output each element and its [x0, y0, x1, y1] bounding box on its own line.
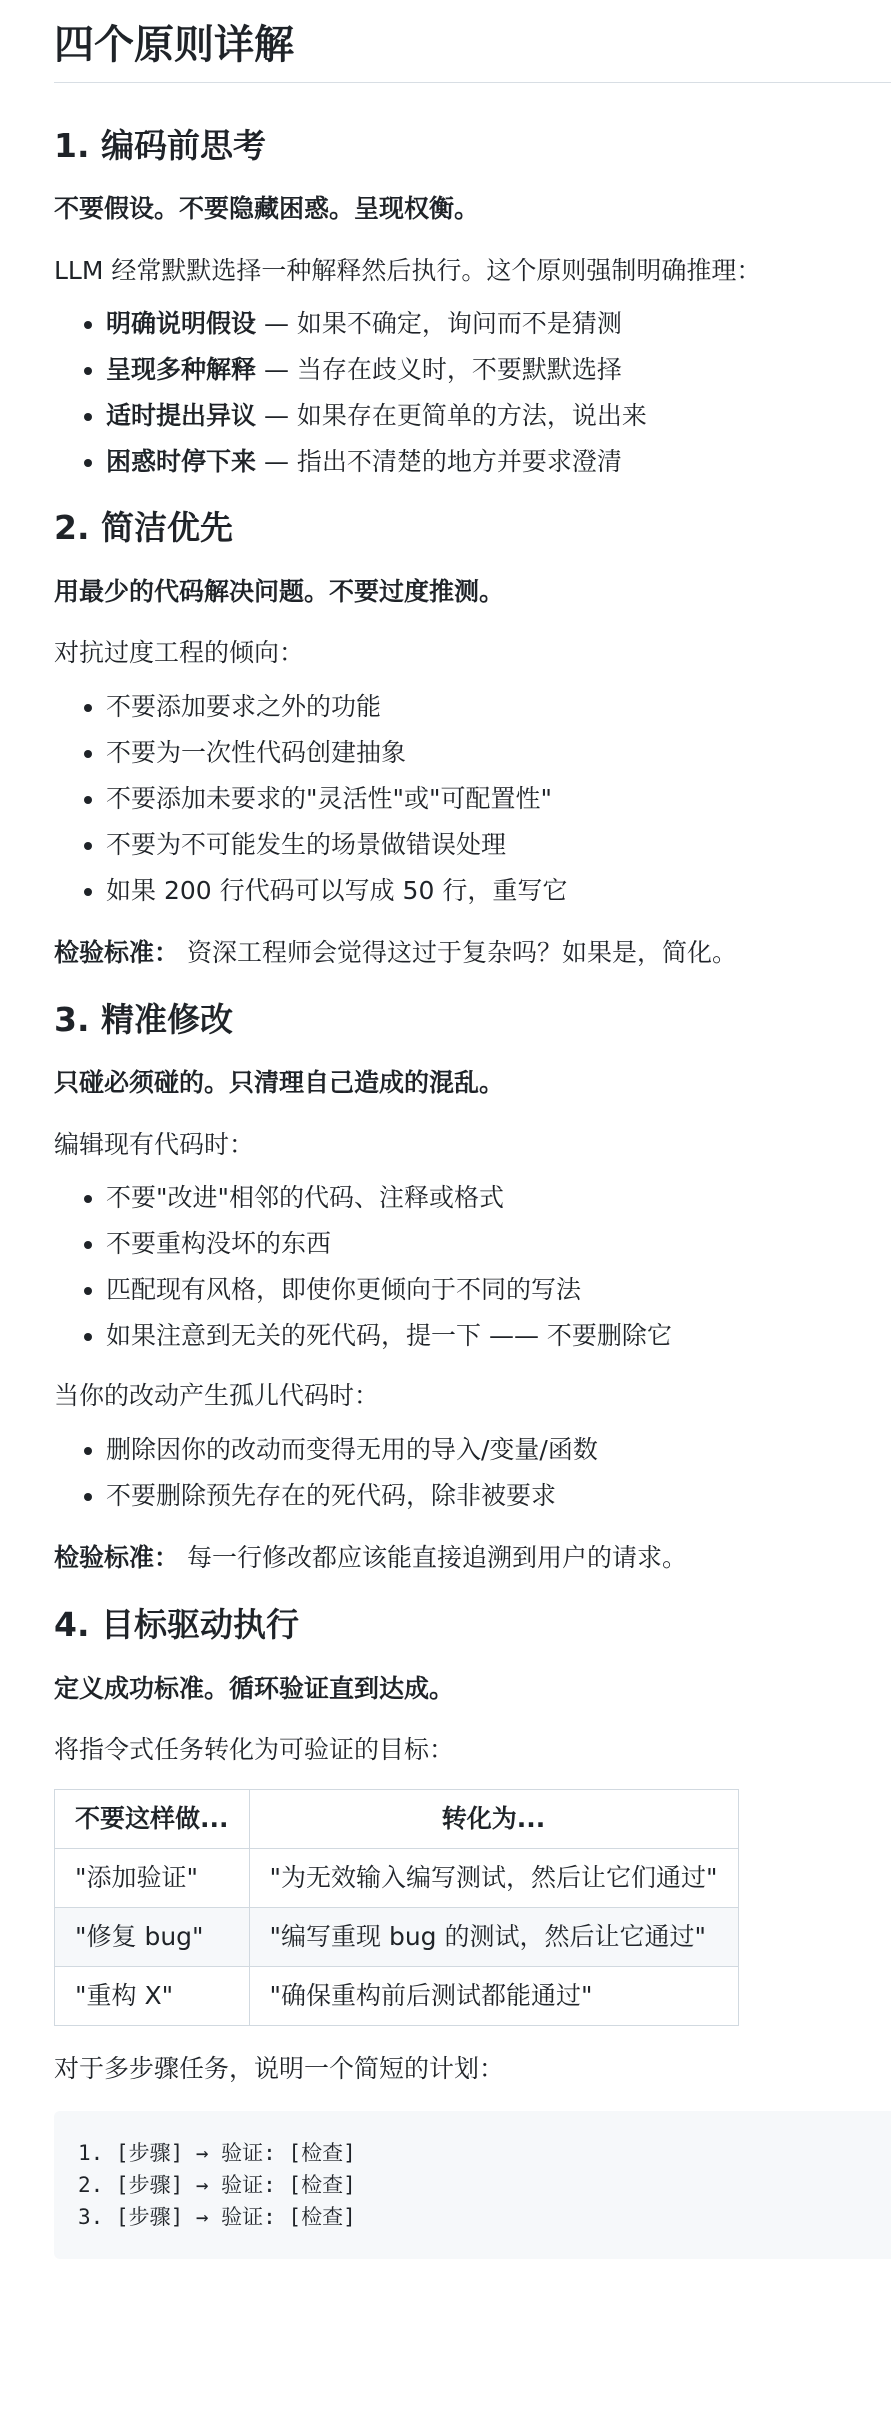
section-2-check: 检验标准： 资深工程师会觉得这过于复杂吗？如果是，简化。 [54, 937, 737, 967]
section-1-heading: 1. 编码前思考 [54, 126, 266, 165]
section-2-list [54, 684, 891, 914]
table-row [55, 1966, 739, 2025]
list-item: • 呈现多种解释 — 当存在歧义时，不要默默选择 [106, 347, 891, 393]
conversion-table [54, 1789, 739, 2026]
section-3-list [54, 1175, 891, 1359]
section-2-intro: 对抗过度工程的倾向： [54, 638, 305, 667]
section-2-lead: 用最少的代码解决问题。不要过度推测。 [54, 576, 505, 606]
table-header-cell: 转化为... [249, 1789, 738, 1848]
list-item: • 适时提出异议 — 如果存在更简单的方法，说出来 [106, 393, 891, 439]
markdown-body [54, 0, 891, 2259]
list-item: • 不要添加未要求的"灵活性"或"可配置性" [106, 776, 891, 822]
list-item: • 明确说明假设 — 如果不确定，询问而不是猜测 [106, 301, 891, 347]
table-header-cell: 不要这样做... [55, 1789, 250, 1848]
section-3-intro: 编辑现有代码时： [54, 1129, 255, 1159]
section-3-heading: 3. 精准修改 [54, 1000, 233, 1039]
section-1-lead: 不要假设。不要隐藏困惑。呈现权衡。 [54, 194, 480, 224]
list-item: • 不要重构没坏的东西 [106, 1221, 891, 1267]
list-item: • 如果注意到无关的死代码，提一下 —— 不要删除它 [106, 1313, 891, 1359]
table-cell: "添加验证" [55, 1848, 250, 1907]
section-4-intro: 将指令式任务转化为可验证的目标： [54, 1735, 455, 1764]
list-item: • 删除因你的改动而变得无用的导入/变量/函数 [106, 1427, 891, 1473]
list-item: • 不要为不可能发生的场景做错误处理 [106, 822, 891, 868]
section-3-list-2 [54, 1427, 891, 1519]
list-item: • 如果 200 行代码可以写成 50 行，重写它 [106, 868, 891, 914]
table-cell: "编写重现 bug 的测试，然后让它通过" [249, 1907, 738, 1966]
section-4-lead: 定义成功标准。循环验证直到达成。 [54, 1673, 455, 1703]
list-item: • 不要添加要求之外的功能 [106, 684, 891, 730]
section-3-lead: 只碰必须碰的。只清理自己造成的混乱。 [54, 1068, 505, 1098]
list-item: • 困惑时停下来 — 指出不清楚的地方并要求澄清 [106, 439, 891, 485]
table-row [55, 1848, 739, 1907]
code-line: 1. [步骤] → 验证: [检查] [78, 2141, 356, 2165]
list-item: • 不要"改进"相邻的代码、注释或格式 [106, 1175, 891, 1221]
table-row [55, 1907, 739, 1966]
section-3-check: 检验标准： 每一行修改都应该能直接追溯到用户的请求。 [54, 1542, 687, 1572]
list-item: • 不要删除预先存在的死代码，除非被要求 [106, 1473, 891, 1519]
table-cell: "为无效输入编写测试，然后让它们通过" [249, 1848, 738, 1907]
section-1-intro: LLM 经常默默选择一种解释然后执行。这个原则强制明确推理： [54, 255, 762, 285]
section-4-intro-2: 对于多步骤任务，说明一个简短的计划： [54, 2053, 505, 2083]
section-2-heading: 2. 简洁优先 [54, 508, 233, 548]
table-cell: "重构 X" [55, 1966, 250, 2025]
table-header-row [55, 1789, 739, 1848]
table-cell: "修复 bug" [55, 1907, 250, 1966]
list-item: • 不要为一次性代码创建抽象 [106, 730, 891, 776]
table-cell: "确保重构前后测试都能通过" [249, 1966, 738, 2025]
plan-code-block [54, 2111, 891, 2259]
section-1-list [54, 301, 891, 485]
code-line: 3. [步骤] → 验证: [检查] [78, 2205, 356, 2229]
page-title: 四个原则详解 [54, 0, 891, 83]
list-item: • 匹配现有风格，即使你更倾向于不同的写法 [106, 1267, 891, 1313]
code-line: 2. [步骤] → 验证: [检查] [78, 2173, 356, 2197]
section-3-intro-2: 当你的改动产生孤儿代码时： [54, 1381, 380, 1411]
section-4-heading: 4. 目标驱动执行 [54, 1605, 299, 1645]
